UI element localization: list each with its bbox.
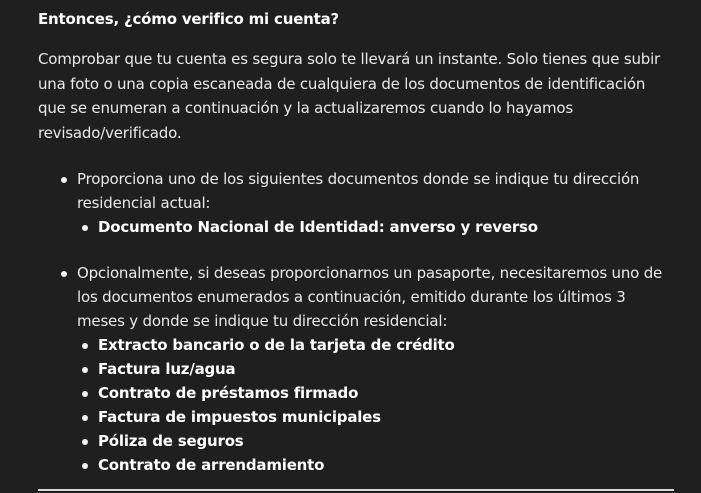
bullet-icon: [82, 463, 88, 469]
document-label: Póliza de seguros: [98, 432, 244, 450]
intro-paragraph: Comprobar que tu cuenta es segura solo te llevará un instante. Solo tienes que subir una foto o una copia escaneada de cualquiera de los documentos de identificación que se enumeran a continuación y la actualizaremos cuando lo hayamos revisado/verificado.: [38, 50, 661, 142]
document-item: [77, 381, 674, 405]
requirement-item-passport: [58, 261, 674, 477]
document-label: Contrato de préstamos firmado: [98, 384, 359, 402]
document-label: Factura de impuestos municipales: [98, 408, 381, 426]
bullet-icon: [82, 391, 88, 397]
requirements-list: [38, 167, 674, 477]
document-label: Contrato de arrendamiento: [98, 456, 325, 474]
bullet-icon: [82, 415, 88, 421]
document-label: Documento Nacional de Identidad: anverso y reverso: [98, 218, 538, 236]
document-item: [77, 357, 674, 381]
document-list: [77, 333, 674, 477]
requirement-text: Opcionalmente, si deseas proporcionarnos un pasaporte, necesitaremos uno de los documentos enumerados a continuación, emitido durante los últimos 3 meses y donde se indique tu dirección residencial:: [77, 264, 663, 330]
bullet-icon: [61, 271, 67, 277]
document-label: Factura luz/agua: [98, 360, 236, 378]
bullet-icon: [82, 343, 88, 349]
document-item: [77, 453, 674, 477]
bullet-icon: [82, 367, 88, 373]
requirement-text: Proporciona uno de los siguientes documentos donde se indique tu dirección residencial actual:: [77, 170, 640, 212]
document-item: [77, 429, 674, 453]
bullet-icon: [61, 177, 67, 183]
document-list: [77, 215, 674, 239]
bullet-icon: [82, 225, 88, 231]
article-content: [38, 8, 674, 477]
requirement-item-id-document: [58, 167, 674, 239]
section-heading: Entonces, ¿cómo verifico mi cuenta?: [38, 10, 340, 28]
document-item: [77, 215, 674, 239]
document-item: [77, 405, 674, 429]
document-label: Extracto bancario o de la tarjeta de crédito: [98, 336, 455, 354]
divider: [38, 489, 674, 491]
document-item: [77, 333, 674, 357]
bullet-icon: [82, 439, 88, 445]
